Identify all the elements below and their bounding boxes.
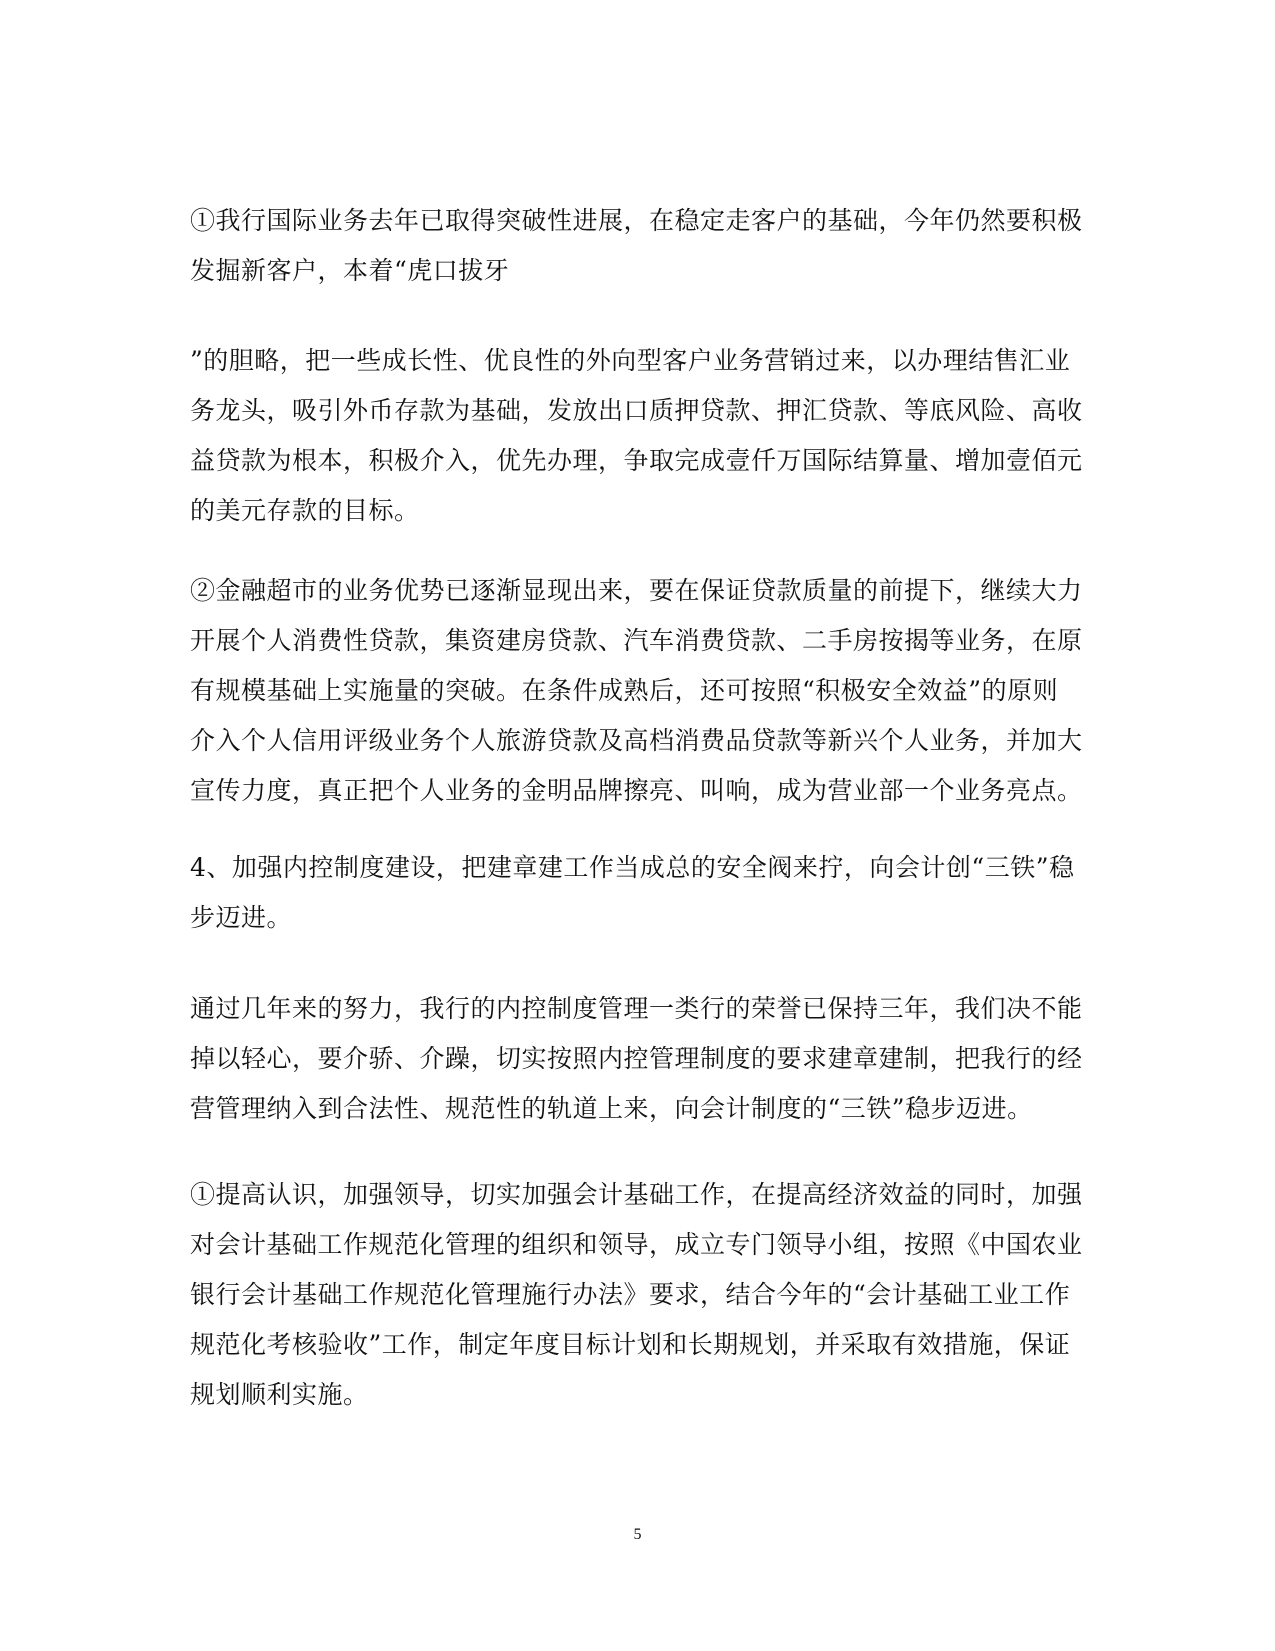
- text-line: 通过几年来的努力，我行的内控制度管理一类行的荣誉已保持三年，我们决不能: [190, 994, 1083, 1023]
- text-line: ②金融超市的业务优势已逐渐显现出来，要在保证贷款质量的前提下，继续大力: [190, 576, 1083, 605]
- paragraph-international-business: [190, 196, 1083, 296]
- text-line: 发掘新客户，本着“虎口拔牙: [190, 256, 510, 285]
- paragraph-financial-supermarket: [190, 566, 1083, 816]
- text-line: ”的胆略，把一些成长性、优良性的外向型客户业务营销过来，以办理结售汇业: [190, 346, 1071, 375]
- text-line: 务龙头，吸引外币存款为基础，发放出口质押贷款、押汇贷款、等底风险、高收: [190, 396, 1083, 425]
- text-line: 的美元存款的目标。: [190, 496, 420, 525]
- text-line: 4、加强内控制度建设，把建章建工作当成总的安全阀来拧，向会计创“三铁”稳: [190, 853, 1075, 882]
- text-line: 宣传力度，真正把个人业务的金明品牌擦亮、叫响，成为营业部一个业务亮点。: [190, 776, 1083, 805]
- text-line: 步迈进。: [190, 903, 293, 932]
- text-line: 对会计基础工作规范化管理的组织和领导，成立专门领导小组，按照《中国农业: [190, 1230, 1083, 1259]
- paragraph-foreign-currency: [190, 336, 1083, 536]
- text-line: 银行会计基础工作规范化管理施行办法》要求，结合今年的“会计基础工业工作: [190, 1280, 1071, 1309]
- text-line: 掉以轻心，要介骄、介躁，切实按照内控管理制度的要求建章建制，把我行的经: [190, 1044, 1083, 1073]
- text-line: ①提高认识，加强领导，切实加强会计基础工作，在提高经济效益的同时，加强: [190, 1180, 1083, 1209]
- text-line: 规划顺利实施。: [190, 1380, 369, 1409]
- text-line: 介入个人信用评级业务个人旅游贷款及高档消费品贷款等新兴个人业务，并加大: [190, 726, 1083, 755]
- text-line: 有规模基础上实施量的突破。在条件成熟后，还可按照“积极安全效益”的原则: [190, 676, 1059, 705]
- text-line: 营管理纳入到合法性、规范性的轨道上来，向会计制度的“三铁”稳步迈进。: [190, 1094, 1033, 1123]
- page-number: 5: [633, 1526, 642, 1543]
- text-line: 益贷款为根本，积极介入，优先办理，争取完成壹仟万国际结算量、增加壹佰元: [190, 446, 1083, 475]
- text-line: ①我行国际业务去年已取得突破性进展，在稳定走客户的基础，今年仍然要积极: [190, 206, 1083, 235]
- paragraph-internal-control-heading: [190, 843, 1080, 943]
- text-line: 开展个人消费性贷款，集资建房贷款、汽车消费贷款、二手房按揭等业务，在原: [190, 626, 1083, 655]
- paragraph-accounting-foundation: [190, 1170, 1083, 1420]
- text-line: 规范化考核验收”工作，制定年度目标计划和长期规划，并采取有效措施，保证: [190, 1330, 1071, 1359]
- paragraph-internal-control-efforts: [190, 984, 1083, 1134]
